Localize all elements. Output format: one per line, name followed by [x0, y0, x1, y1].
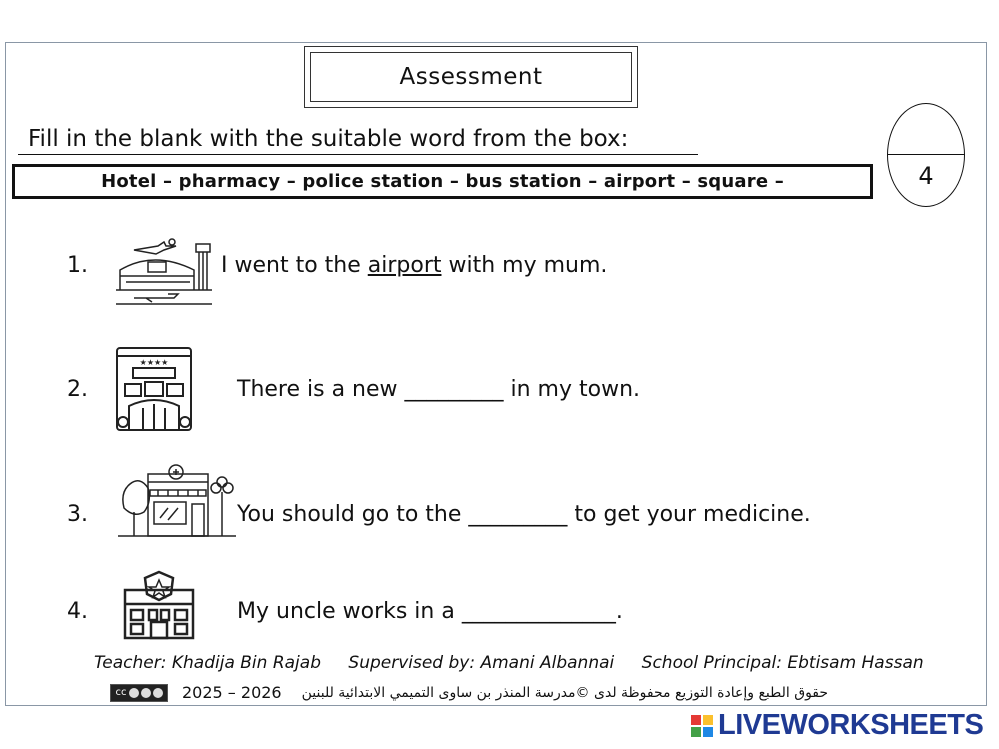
question-number: 2. — [67, 377, 88, 402]
score-value: 4 — [918, 162, 934, 190]
brand-name: LIVEWORKSHEETS — [718, 709, 984, 741]
pharmacy-icon — [118, 462, 236, 538]
copyright-line — [110, 683, 828, 702]
question-text — [221, 253, 607, 278]
question-text-after: with my mum. — [441, 253, 608, 278]
police-station-icon — [121, 570, 197, 640]
principal-name: School Principal: Ebtisam Hassan — [641, 653, 924, 673]
hotel-icon — [115, 346, 193, 432]
liveworksheets-logo — [691, 709, 983, 742]
school-years: 2025 – 2026 — [182, 683, 282, 702]
score-divider — [888, 154, 964, 155]
copyright-text: حقوق الطبع وإعادة التوزيع محفوظة لدى ©مدرسة المنذر بن ساوى التميمي الابتدائية للبنين — [301, 684, 829, 701]
supervisor-name: Supervised by: Amani Albannai — [348, 653, 615, 673]
airport-icon — [114, 236, 214, 306]
question-text: My uncle works in a ______________. — [237, 599, 623, 624]
liveworksheets-mark-icon — [691, 715, 713, 737]
instruction-text: Fill in the blank with the suitable word from the box: — [18, 124, 698, 155]
page-title: Assessment — [310, 52, 632, 102]
svg-text:★★★★: ★★★★ — [139, 358, 169, 367]
question-text: There is a new _________ in my town. — [237, 377, 641, 402]
creative-commons-icon: cc — [110, 684, 168, 702]
answer-word: airport — [367, 253, 442, 278]
question-number: 1. — [67, 253, 88, 278]
question-number: 3. — [67, 502, 88, 527]
question-text: You should go to the _________ to get your medicine. — [237, 502, 811, 527]
word-box: Hotel – pharmacy – police station – bus station – airport – square – — [12, 164, 873, 199]
question-number: 4. — [67, 599, 88, 624]
title-box — [304, 46, 638, 108]
score-oval — [887, 103, 965, 207]
question-text-before: I went to the — [221, 253, 368, 278]
footer-credits — [94, 653, 946, 673]
teacher-name: Teacher: Khadija Bin Rajab — [94, 653, 321, 673]
